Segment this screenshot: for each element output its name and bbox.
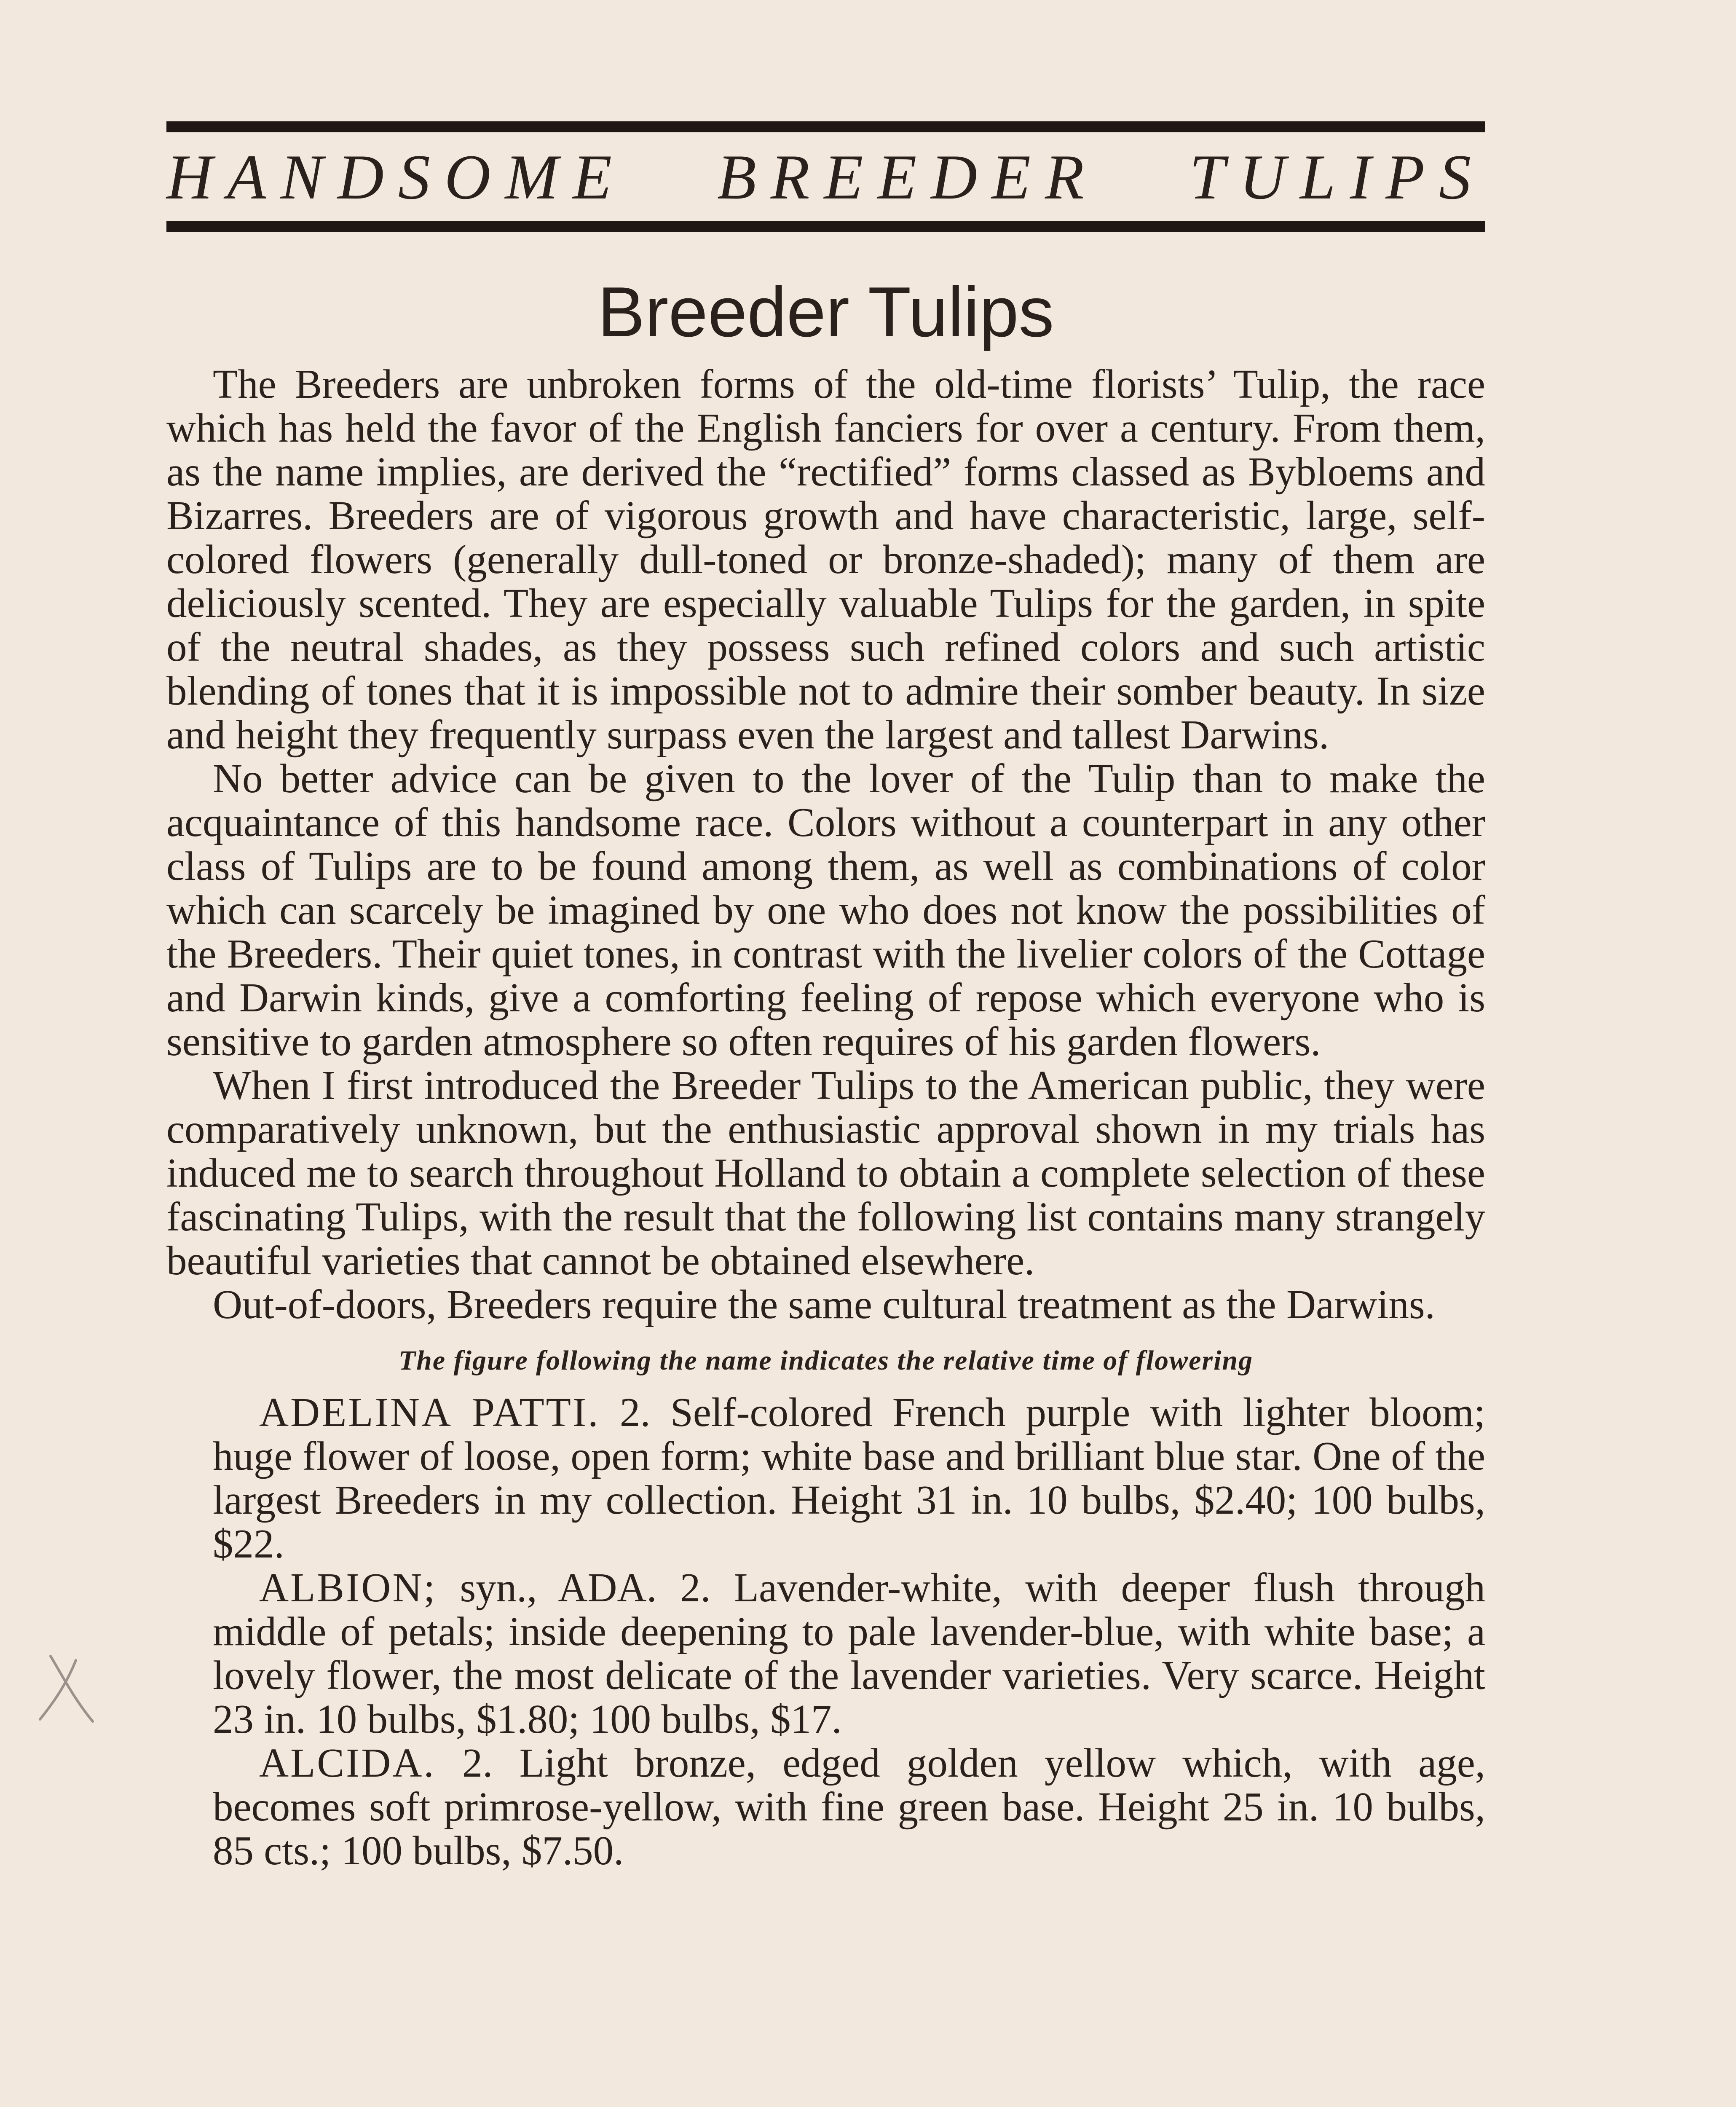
- paragraph: No better advice can be given to the lover of the Tulip than to make the acquaintance of this handsome race. Colors without a counterpart in any other class of Tulips are to be found among them, as well as combinations of color which can scarcely be imagined by one who does not know the possibilities of the Breeders. Their quiet tones, in contrast with the livelier colors of the Cottage and Darwin kinds, give a comforting feeling of repose which everyone who is sensitive to garden atmosphere so often requires of his garden flowers.: [166, 756, 1485, 1064]
- variety-description: 2. Self-colored French purple with lighter bloom; huge flower of loose, open form; white base and brilliant blue star. One of the largest Breeders in my collection. Height 31 in. 10 bulbs, $2.40; 100 bulbs, $22.: [213, 1390, 1485, 1566]
- variety-name: ALBION;: [259, 1565, 437, 1610]
- running-head-word-2: BREEDER: [717, 142, 1098, 212]
- flowering-time-note: The figure following the name indicates the relative time of flowering: [398, 1345, 1254, 1376]
- variety-entry: [166, 1741, 1485, 1873]
- paragraph: The Breeders are unbroken forms of the old-time florists’ Tulip, the race which has held the favor of the English fanciers for over a century. From them, as the name implies, are derived the “rectified” forms classed as Bybloems and Bizarres. Breeders are of vigorous growth and have characteristic, large, self-colored flowers (generally dull-toned or bronze-shaded); many of them are deliciously scented. They are especially valuable Tulips for the garden, in spite of the neutral shades, as they possess such refined colors and such artistic blending of tones that it is impossible not to admire their somber beauty. In size and height they frequently surpass even the largest and tallest Darwins.: [166, 362, 1485, 757]
- variety-entry: [166, 1566, 1485, 1741]
- running-head: [166, 139, 1485, 215]
- header-rule-bottom: [166, 221, 1485, 232]
- running-head-word-1: HANDSOME: [166, 142, 627, 212]
- pencil-x-mark: [34, 1652, 97, 1724]
- variety-entry: [166, 1391, 1485, 1566]
- body-text: [166, 362, 1485, 1873]
- variety-name: ADELINA PATTI.: [259, 1390, 600, 1435]
- variety-description: syn., ADA. 2. Lavender-white, with deeper flush through middle of petals; inside deepening to pale lavender-blue, with white base; a lovely flower, the most delicate of the lavender varieties. Very scarce. Height 23 in. 10 bulbs, $1.80; 100 bulbs, $17.: [213, 1565, 1485, 1742]
- running-head-word-3: TULIPS: [1189, 142, 1485, 212]
- header-rule-top: [166, 121, 1485, 132]
- variety-name: ALCIDA.: [259, 1740, 436, 1785]
- paragraph: When I first introduced the Breeder Tulips to the American public, they were comparatively unknown, but the enthusiastic approval shown in my trials has induced me to search throughout Holland to obtain a complete selection of these fascinating Tulips, with the result that the following list contains many strangely beautiful varieties that cannot be obtained elsewhere.: [166, 1063, 1485, 1283]
- paragraph: Out-of-doors, Breeders require the same cultural treatment as the Darwins.: [213, 1282, 1435, 1327]
- variety-description: 2. Light bronze, edged golden yellow which, with age, becomes soft primrose-yellow, with fine green base. Height 25 in. 10 bulbs, 85 cts.; 100 bulbs, $7.50.: [213, 1740, 1486, 1873]
- page-title: Breeder Tulips: [597, 272, 1054, 351]
